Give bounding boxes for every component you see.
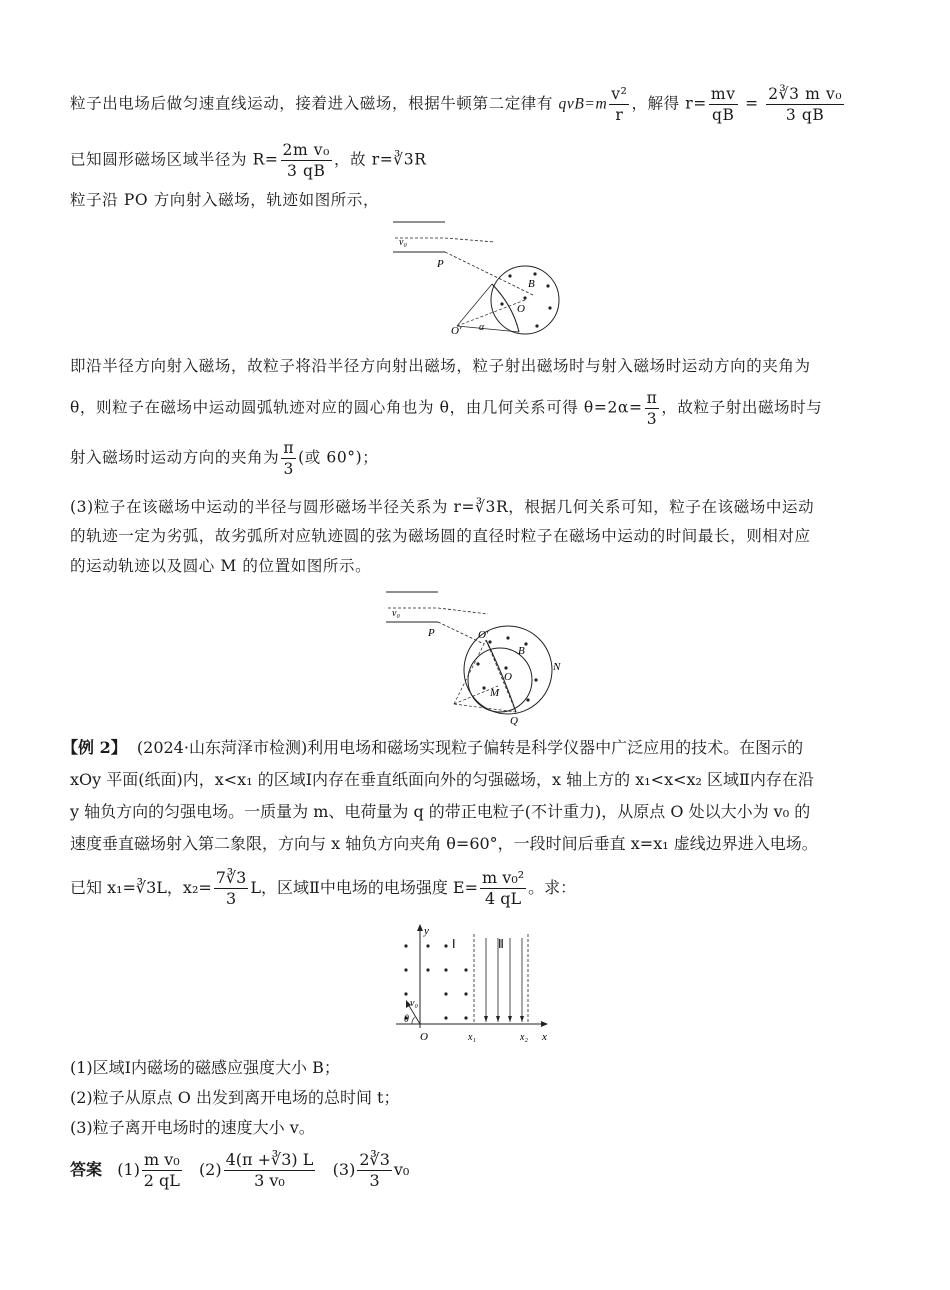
inner-circle xyxy=(468,648,532,712)
numerator: mv xyxy=(710,85,736,103)
field-dot xyxy=(444,968,447,971)
fraction-E xyxy=(480,868,526,909)
fraction-pi-over-3 xyxy=(281,438,296,479)
text: ，故粒子射出磁场时与 xyxy=(661,398,823,417)
text: θ，则粒子在磁场中运动圆弧轨迹对应的圆心角也为 θ，由几何关系可得 θ=2α= xyxy=(70,398,643,417)
fraction-x2 xyxy=(214,868,249,909)
numerator: m v₀² xyxy=(482,868,525,887)
numerator: π xyxy=(646,389,658,407)
field-dot xyxy=(464,992,467,995)
label-M: M xyxy=(490,687,500,699)
radius-line xyxy=(454,640,486,704)
label-v0: v₀ xyxy=(399,237,407,248)
label-N: N xyxy=(553,661,561,673)
field-arrow xyxy=(484,1016,488,1022)
field-dot xyxy=(404,992,407,995)
answer-label: 答案 xyxy=(70,1160,103,1179)
text: ，故 r=∛3R xyxy=(333,150,427,169)
denominator: 3 xyxy=(646,410,658,428)
solution-line-4: 即沿半径方向射入磁场，故粒子将沿半径方向射出磁场，粒子射出磁场时与射入磁场时运动方向的夹角为 xyxy=(70,357,811,375)
denominator: 3 qB xyxy=(785,106,825,124)
field-dot xyxy=(548,306,551,309)
field-dot xyxy=(523,296,526,299)
field-dot xyxy=(444,944,447,947)
label-O: O xyxy=(504,671,512,683)
field-dot xyxy=(404,968,407,971)
question-1: (1)区域Ⅰ内磁场的磁感应强度大小 B； xyxy=(70,1058,340,1077)
solution-line-6 xyxy=(70,438,378,479)
field-dot xyxy=(488,640,491,643)
answer-line xyxy=(70,1150,409,1191)
figure-2-trajectory xyxy=(378,584,578,726)
exit-path xyxy=(445,238,495,242)
label-B: B xyxy=(528,278,535,290)
label-O: O xyxy=(517,303,525,315)
text: 粒子出电场后做匀速直线运动，接着进入磁场，根据牛顿第二定律有 xyxy=(70,94,559,113)
field-dot xyxy=(508,274,511,277)
fraction-pi-over-3 xyxy=(645,388,660,429)
field-dot xyxy=(464,968,467,971)
denominator: 2 qL xyxy=(143,1171,180,1190)
field-dot xyxy=(524,642,527,645)
text: ，解得 r= xyxy=(631,94,707,113)
field-arrow xyxy=(520,1016,524,1022)
field-dot xyxy=(404,944,407,947)
exit-path xyxy=(438,608,488,614)
numerator: 2∛3 xyxy=(359,1150,390,1169)
fraction-v2-over-r xyxy=(609,84,629,125)
question-2: (2)粒子从原点 O 出发到离开电场的总时间 t； xyxy=(70,1088,400,1107)
label-O-prime: O′ xyxy=(451,325,462,337)
denominator: r xyxy=(615,106,624,124)
text: (3) xyxy=(332,1160,356,1179)
field-dot xyxy=(546,284,549,287)
denominator: qB xyxy=(711,106,735,124)
field-dot xyxy=(476,662,479,665)
denominator: 3 xyxy=(369,1171,380,1190)
text: (1) xyxy=(117,1160,140,1179)
answer-1-fraction xyxy=(142,1150,182,1191)
example-line-2: xOy 平面(纸面)内，x<x₁ 的区域Ⅰ内存在垂直纸面向外的匀强磁场，x 轴上方的 x₁<x<x₂ 区域Ⅱ内存在沿 xyxy=(70,770,814,789)
fraction-mv-over-qB xyxy=(709,84,738,125)
field-dot xyxy=(500,302,503,305)
label-x1: x₁ xyxy=(468,1032,476,1043)
label-region-2: Ⅱ xyxy=(498,937,504,951)
solution-line-8: 的轨迹一定为劣弧，故劣弧所对应轨迹圆的弦为磁场圆的直径时粒子在磁场中运动的时间最长，则相对应 xyxy=(70,527,811,545)
question-3: (3)粒子离开电场时的速度大小 v。 xyxy=(70,1118,315,1137)
label-y: y xyxy=(424,925,429,937)
equation-lhs: qvB=m xyxy=(558,95,608,113)
field-arrow xyxy=(508,1016,512,1022)
field-dot xyxy=(426,944,429,947)
denominator: 3 v₀ xyxy=(254,1171,285,1190)
example-line-1 xyxy=(62,738,803,758)
field-dot xyxy=(482,686,485,689)
numerator: 2∛3 m v₀ xyxy=(768,85,843,103)
example-line-5 xyxy=(70,868,576,909)
label-O: O xyxy=(420,1031,428,1043)
text: (2) xyxy=(198,1160,222,1179)
field-dot xyxy=(533,272,536,275)
solution-line-1: 粒子出电场后做匀速直线运动，接着进入磁场，根据牛顿第二定律有 qvB=m $\frac{\text{v²}}{r}$ ，解得 r= $\frac{mv}{qB}$ = $\frac{\text{2∛3 m v₀}}{3 qB}$ xyxy=(70,85,843,124)
fraction-result xyxy=(766,84,844,125)
radius-line xyxy=(457,284,492,326)
label-alpha: α xyxy=(479,322,485,333)
example-tag: 【例 2】 xyxy=(62,738,127,757)
label-v0: v₀ xyxy=(410,998,418,1009)
label-Q: Q xyxy=(510,715,518,726)
label-x: x xyxy=(542,1031,547,1043)
path-P-O xyxy=(445,252,535,296)
solution-line-3: 粒子沿 PO 方向射入磁场，轨迹如图所示， xyxy=(70,191,380,209)
solution-line-7: (3)粒子在该磁场中运动的半径与圆形磁场半径关系为 r=∛3R，根据几何关系可知，粒子在该磁场中运动 xyxy=(70,498,815,516)
field-dot xyxy=(444,992,447,995)
trajectory-arc xyxy=(492,284,519,332)
y-axis-arrow xyxy=(417,924,423,931)
label-B: B xyxy=(518,645,525,657)
field-arrow xyxy=(496,1016,500,1022)
field-dot xyxy=(534,678,537,681)
solution-line-9: 的运动轨迹以及圆心 M 的位置如图所示。 xyxy=(70,557,372,575)
field-dot xyxy=(426,968,429,971)
answer-3-fraction xyxy=(357,1150,392,1191)
figure-3-coordinate-diagram xyxy=(390,922,555,1044)
answer-2-fraction xyxy=(224,1150,316,1191)
label-theta: θ xyxy=(404,1014,409,1025)
angle-arc xyxy=(412,1017,415,1024)
denominator: 3 qB xyxy=(286,162,326,180)
solution-line-5 xyxy=(70,388,822,429)
text: 已知 x₁=∛3L，x₂= xyxy=(70,878,212,897)
label-x2: x₂ xyxy=(520,1032,528,1043)
numerator: v² xyxy=(611,85,628,103)
label-v0: v₀ xyxy=(392,608,400,619)
label-O-prime: O′ xyxy=(478,629,489,641)
figure-1-trajectory xyxy=(385,214,575,339)
field-dot xyxy=(535,324,538,327)
denominator: 3 xyxy=(283,460,294,478)
field-dot xyxy=(504,666,507,669)
numerator: π xyxy=(283,439,295,457)
field-dot xyxy=(464,1016,467,1019)
solution-line-2 xyxy=(70,140,427,181)
text: 已知圆形磁场区域半径为 R= xyxy=(70,150,279,169)
numerator: m v₀ xyxy=(143,1150,180,1169)
numerator: 4(π +∛3) L xyxy=(225,1150,314,1169)
denominator: 4 qL xyxy=(485,889,522,908)
field-dot xyxy=(444,1016,447,1019)
field-dot xyxy=(526,698,529,701)
text: (2024·山东菏泽市检测)利用电场和磁场实现粒子偏转是科学仪器中广泛应用的技术。在图示的 xyxy=(136,738,804,757)
text: 射入磁场时运动方向的夹角为 xyxy=(70,448,280,467)
field-dot xyxy=(506,636,509,639)
example-line-3: y 轴负方向的匀强电场。一质量为 m、电荷量为 q 的带正电粒子(不计重力)，从原点 O 处以大小为 v₀ 的 xyxy=(70,802,811,821)
denominator: 3 xyxy=(225,889,237,908)
text: v₀ xyxy=(393,1160,410,1179)
example-line-4: 速度垂直磁场射入第二象限，方向与 x 轴负方向夹角 θ=60°，一段时间后垂直 x=x₁ 虚线边界进入电场。 xyxy=(70,834,818,853)
text: L，区域Ⅱ中电场的电场强度 E= xyxy=(250,878,479,897)
label-P: P xyxy=(428,627,435,639)
numerator: 7∛3 xyxy=(215,868,247,887)
numerator: 2m v₀ xyxy=(282,141,330,159)
label-P: P xyxy=(437,258,444,270)
x-axis-arrow xyxy=(541,1021,548,1027)
fraction-R xyxy=(281,140,332,181)
label-region-1: Ⅰ xyxy=(452,937,456,951)
text: 。求： xyxy=(528,878,577,897)
radius-line xyxy=(457,326,519,332)
text: (或 60°)； xyxy=(298,448,379,467)
